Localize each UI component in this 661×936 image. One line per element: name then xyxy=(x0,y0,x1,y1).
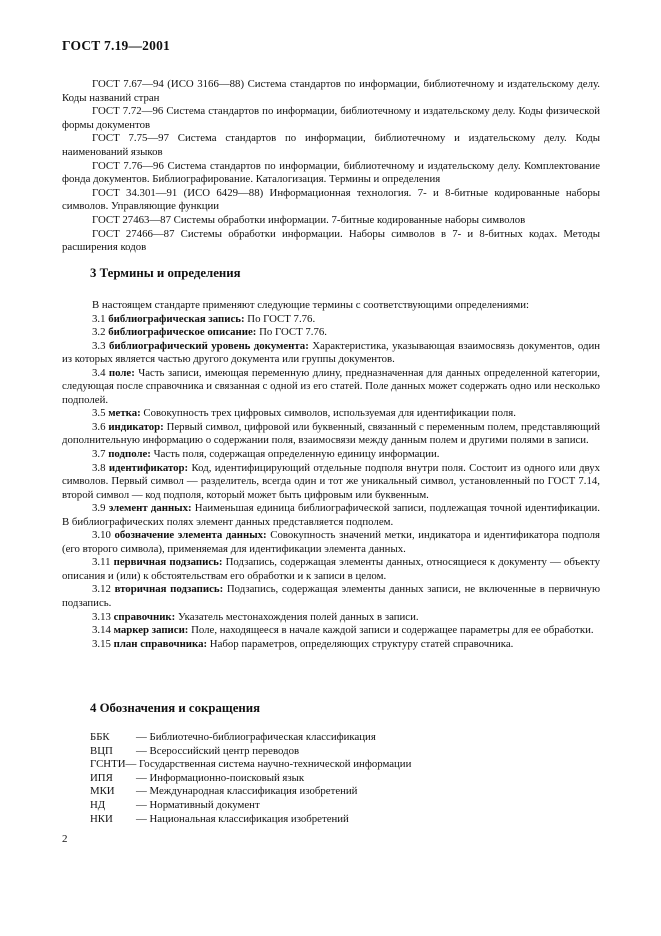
definition-number: 3.3 xyxy=(92,339,106,352)
definition-text: Набор параметров, определяющих структуру статей справочника. xyxy=(209,637,514,650)
definition-text: Часть поля, содержащая определенную единицу информации. xyxy=(153,448,440,461)
definition-text: Наименьшая единица библиографической записи, подлежащая точной идентификации. В библиографических полях элемент данных представляется подполем. xyxy=(62,502,600,528)
definition-number: 3.14 xyxy=(92,624,111,637)
definition-number: 3.7 xyxy=(92,448,106,461)
definition-term: первичная подзапись: xyxy=(113,556,223,569)
definition-number: 3.4 xyxy=(92,366,106,379)
abbreviation-text: — Государственная система научно-технической информации xyxy=(125,758,412,771)
definition-text: Часть записи, имеющая переменную длину, предназначенная для данных определенной категории, следующая после справочника и связанная с одной из его статей. Поле данных может содержать одно или несколько подполей. xyxy=(62,366,600,406)
definition-term: вторичная подзапись: xyxy=(114,583,224,596)
reference-item: ГОСТ 27466—87 Системы обработки информации. Наборы символов в 7- и 8-битных кодах. Методы расширения кодов xyxy=(62,227,600,254)
abbreviation-row xyxy=(90,758,411,772)
definition-number: 3.2 xyxy=(92,326,106,339)
abbreviation-code: НКИ xyxy=(90,812,113,825)
definition-text: Код, идентифицирующий отдельные подполя внутри поля. Состоит из одного или двух символов. Первый символ — разделитель, всегда один и тот же уникальный символ, установленный по ГОСТ 7.14, второй символ — код подполя, который может быть цифровым или буквенным. xyxy=(62,461,601,501)
definition-item xyxy=(62,638,600,652)
definitions-list xyxy=(62,299,600,651)
abbreviation-text: — Всероссийский центр переводов xyxy=(136,744,300,757)
definition-text: Совокупность трех цифровых символов, используемая для идентификации поля. xyxy=(143,407,516,420)
definition-item xyxy=(62,340,600,367)
definition-number: 3.11 xyxy=(92,556,111,569)
reference-item: ГОСТ 34.301—91 (ИСО 6429—88) Информационная технология. 7- и 8-битные кодированные наборы символов. Управляющие функции xyxy=(62,186,600,213)
document-header: ГОСТ 7.19—2001 xyxy=(62,38,170,53)
definition-text: По ГОСТ 7.76. xyxy=(247,312,316,325)
definition-item xyxy=(62,407,600,421)
abbreviation-row xyxy=(90,772,411,786)
definition-term: маркер записи: xyxy=(113,624,189,637)
definition-item xyxy=(62,313,600,327)
definition-number: 3.9 xyxy=(92,502,106,515)
abbreviation-code: ББК xyxy=(90,731,110,743)
definition-term: индикатор: xyxy=(108,420,164,433)
abbreviation-text: — Информационно-поисковый язык xyxy=(136,771,305,784)
definition-text: Характеристика, указывающая взаимосвязь документов, один из которых является частью другого документа или группы документов. xyxy=(62,339,601,366)
abbreviation-text: — Международная классификация изобретений xyxy=(136,785,358,798)
abbreviation-row xyxy=(90,813,411,827)
abbreviation-text: — Национальная классификация изобретений xyxy=(136,812,349,825)
definition-item xyxy=(62,556,600,583)
reference-item: ГОСТ 7.67—94 (ИСО 3166—88) Система стандартов по информации, библиотечному и издательскому делу. Коды названий стран xyxy=(62,78,600,104)
definition-item xyxy=(62,326,600,340)
reference-item: ГОСТ 7.72—96 Система стандартов по информации, библиотечному и издательскому делу. Коды физической формы документов xyxy=(62,105,600,131)
section-3-title: 3 Термины и определения xyxy=(90,266,241,280)
definition-term: библиографическая запись: xyxy=(108,312,245,325)
definition-item xyxy=(62,529,600,556)
definition-number: 3.6 xyxy=(92,420,106,433)
definitions-intro: В настоящем стандарте применяют следующие термины с соответствующими определениями: xyxy=(92,299,529,311)
abbreviation-row xyxy=(90,785,411,799)
definition-term: элемент данных: xyxy=(108,502,192,515)
normative-references xyxy=(62,78,600,255)
definition-text: Указатель местонахождения полей данных в записи. xyxy=(177,610,419,623)
section-4-title: 4 Обозначения и сокращения xyxy=(90,701,261,715)
definition-item xyxy=(62,611,600,625)
definition-item xyxy=(62,367,600,408)
abbreviation-row xyxy=(90,731,411,745)
definition-item xyxy=(62,624,600,638)
definition-term: библиографическое описание: xyxy=(108,326,257,339)
definition-text: Совокупность значений метки, индикатора и идентификатора подполя (его второго символа), применяемая для идентификации элемента данных. xyxy=(62,529,601,555)
abbreviation-code: ВЦП xyxy=(90,744,113,757)
definition-term: библиографический уровень документа: xyxy=(108,339,309,352)
definition-number: 3.10 xyxy=(92,529,111,542)
definition-term: справочник: xyxy=(113,610,176,623)
definition-term: метка: xyxy=(108,407,141,420)
definition-text: Поле, находящееся в начале каждой записи и содержащее параметры для ее обработки. xyxy=(191,624,594,637)
reference-item: ГОСТ 7.76—96 Система стандартов по информации, библиотечному и издательскому делу. Комплектование фонда документов. Библиографирование. Каталогизация. Термины и определения xyxy=(62,159,600,186)
abbreviation-row xyxy=(90,745,411,759)
abbreviation-code: ГСНТИ xyxy=(90,758,126,771)
definition-item xyxy=(62,502,600,529)
abbreviation-text: — Нормативный документ xyxy=(136,798,260,811)
definition-term: подполе: xyxy=(108,448,151,461)
definition-term: поле: xyxy=(108,366,135,379)
definition-text: По ГОСТ 7.76. xyxy=(259,326,327,339)
abbreviation-text: — Библиотечно-библиографическая классификация xyxy=(136,731,376,743)
abbreviation-row xyxy=(90,799,411,813)
definition-item xyxy=(62,462,600,503)
definition-term: идентификатор: xyxy=(108,461,189,474)
page-number: 2 xyxy=(62,833,68,845)
definition-number: 3.13 xyxy=(92,610,111,623)
definition-number: 3.8 xyxy=(92,461,106,474)
definition-number: 3.12 xyxy=(92,583,111,596)
abbreviation-code: МКИ xyxy=(90,785,115,798)
definition-number: 3.5 xyxy=(92,407,106,420)
definition-number: 3.1 xyxy=(92,312,106,325)
definition-text: Подзапись, содержащая элементы данных записи, не включенные в первичную подзапись. xyxy=(62,583,601,610)
abbreviations-list xyxy=(90,731,411,826)
definition-item xyxy=(62,421,600,448)
abbreviation-code: ИПЯ xyxy=(90,771,113,784)
definition-item xyxy=(62,448,600,462)
reference-item: ГОСТ 7.75—97 Система стандартов по информации, библиотечному и издательскому делу. Коды наименований языков xyxy=(62,132,600,158)
definition-term: план справочника: xyxy=(113,637,208,650)
reference-item: ГОСТ 27463—87 Системы обработки информации. 7-битные кодированные наборы символов xyxy=(92,213,526,226)
definition-number: 3.15 xyxy=(92,637,111,650)
definition-item xyxy=(62,583,600,610)
abbreviation-code: НД xyxy=(90,798,106,811)
definition-text: Первый символ, цифровой или буквенный, связанный с переменным полем, представляющий дополнительную информацию о содержании поля, взаимосвязи между данным полем и другими полями в записи. xyxy=(62,420,600,447)
definition-term: обозначение элемента данных: xyxy=(114,529,267,542)
definition-text: Подзапись, содержащая элементы данных, относящиеся к документу — объекту описания и (или) к обстоятельствам его обработки и к записи в целом. xyxy=(62,556,600,582)
